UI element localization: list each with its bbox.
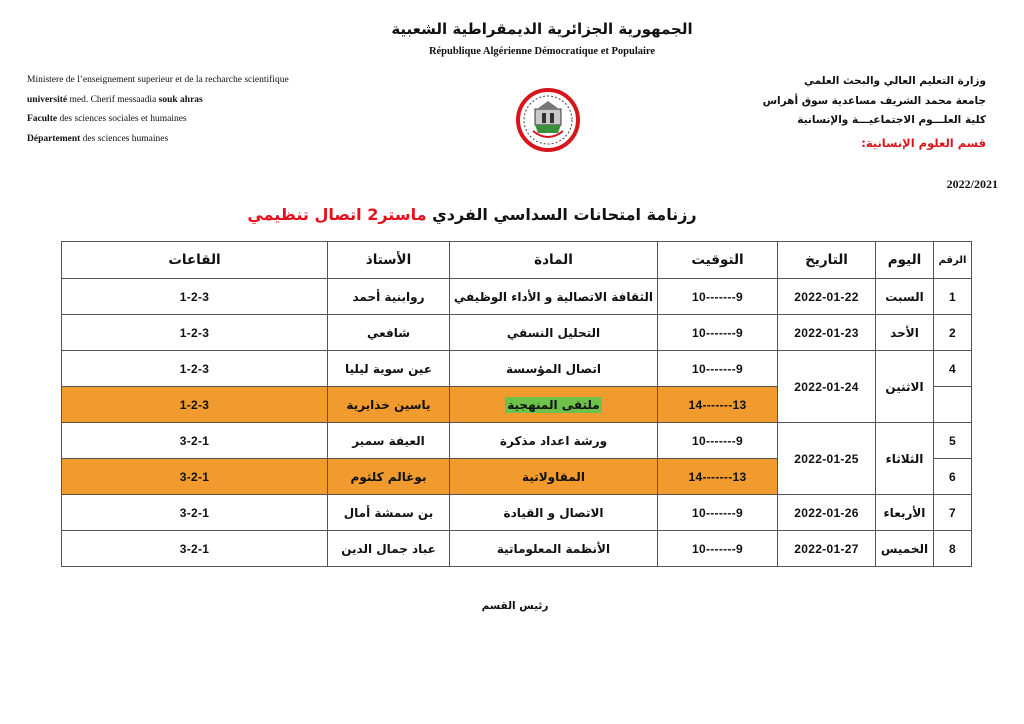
table-row — [62, 351, 972, 387]
row-day: الثلاثاء — [876, 423, 934, 495]
row-date: 2022-01-27 — [778, 531, 876, 567]
row-subject — [450, 387, 658, 423]
row-num: 1 — [934, 279, 972, 315]
row-date: 2022-01-22 — [778, 279, 876, 315]
table-header-row — [62, 242, 972, 279]
row-num: 6 — [934, 459, 972, 495]
row-day: الخميس — [876, 531, 934, 567]
row-date: 2022-01-23 — [778, 315, 876, 351]
row-rooms: 1-2-3 — [62, 351, 328, 387]
row-time: 9-------10 — [658, 351, 778, 387]
header-time: التوقيت — [658, 242, 778, 279]
row-rooms: 3-2-1 — [62, 459, 328, 495]
header-date: التاريخ — [778, 242, 876, 279]
republic-title-arabic: الجمهورية الجزائرية الديمقراطية الشعبية — [391, 20, 693, 38]
institution-block-arabic — [706, 72, 986, 153]
row-professor: العيفة سمير — [328, 423, 450, 459]
header-subject: المادة — [450, 242, 658, 279]
row-subject: التحليل النسقي — [450, 315, 658, 351]
header-professor: الأستاذ — [328, 242, 450, 279]
row-time: 9-------10 — [658, 423, 778, 459]
row-subject: الاتصال و القيادة — [450, 495, 658, 531]
row-num: 7 — [934, 495, 972, 531]
schedule-title — [150, 205, 794, 224]
row-day: الاثنين — [876, 351, 934, 423]
row-professor: بن سمشة أمال — [328, 495, 450, 531]
row-num: 2 — [934, 315, 972, 351]
row-subject: اتصال المؤسسة — [450, 351, 658, 387]
row-num: 5 — [934, 423, 972, 459]
row-rooms: 3-2-1 — [62, 531, 328, 567]
university-line-ar: جامعة محمد الشريف مساعدية سوق أهراس — [762, 94, 986, 107]
row-rooms: 1-2-3 — [62, 315, 328, 351]
university-logo — [515, 87, 581, 153]
row-day: السبت — [876, 279, 934, 315]
university-line: université med. Cherif messaadia souk ahras — [27, 94, 203, 105]
faculty-line: Faculte des sciences sociales et humaines — [27, 114, 187, 124]
row-subject: الأنظمة المعلوماتية — [450, 531, 658, 567]
ministry-line-ar: وزارة التعليم العالي والبحث العلمي — [803, 75, 986, 87]
department-head-signature: رئيس القسم — [481, 600, 549, 612]
department-line-ar: قسم العلوم الإنسانية: — [861, 135, 986, 150]
row-rooms: 1-2-3 — [62, 279, 328, 315]
row-time: 13-------14 — [658, 387, 778, 423]
row-num: 4 — [934, 351, 972, 387]
row-rooms: 3-2-1 — [62, 423, 328, 459]
row-time: 13-------14 — [658, 459, 778, 495]
row-time: 9-------10 — [658, 495, 778, 531]
academic-year: 2022/2021 — [946, 177, 998, 191]
row-professor: عباد جمال الدين — [328, 531, 450, 567]
row-time: 9-------10 — [658, 279, 778, 315]
row-professor: ياسين خذايرية — [328, 387, 450, 423]
row-professor: روابنية أحمد — [328, 279, 450, 315]
subject-highlight: ملتقى المنهجية — [507, 397, 600, 412]
row-subject: الثقافة الاتصالية و الأداء الوظيفي — [450, 279, 658, 315]
row-professor: بوغالم كلثوم — [328, 459, 450, 495]
row-subject: المقاولاتية — [450, 459, 658, 495]
row-time: 9-------10 — [658, 531, 778, 567]
title-program: ماستر2 اتصال تنظيمي — [247, 205, 427, 224]
row-date: 2022-01-25 — [778, 423, 876, 495]
table-row — [62, 495, 972, 531]
faculty-line-ar: كلية العلـــوم الاجتماعيـــة والإنسانية — [797, 114, 986, 126]
row-subject: ورشة اعداد مذكرة — [450, 423, 658, 459]
ministry-line: Ministere de l’enseignement superieur et de la recharche scientifique — [27, 75, 289, 85]
row-num — [934, 387, 972, 423]
header-rooms: القاعات — [62, 242, 328, 279]
table-row — [62, 315, 972, 351]
row-professor: عين سوية ليليا — [328, 351, 450, 387]
title-main: رزنامة امتحانات السداسي الفردي — [432, 205, 697, 224]
row-num: 8 — [934, 531, 972, 567]
row-date: 2022-01-26 — [778, 495, 876, 531]
header-num: الرقم — [934, 242, 972, 279]
department-line: Département des sciences humaines — [27, 133, 169, 144]
row-time: 9-------10 — [658, 315, 778, 351]
row-day: الأحد — [876, 315, 934, 351]
row-day: الأربعاء — [876, 495, 934, 531]
table-row — [62, 279, 972, 315]
institution-block-french — [27, 71, 357, 149]
table-row — [62, 423, 972, 459]
row-date: 2022-01-24 — [778, 351, 876, 423]
row-rooms: 3-2-1 — [62, 495, 328, 531]
table-row — [62, 531, 972, 567]
row-professor: شافعي — [328, 315, 450, 351]
header-day: اليوم — [876, 242, 934, 279]
exam-schedule-table — [61, 241, 972, 567]
republic-title-french: République Algérienne Démocratique et Populaire — [428, 46, 656, 57]
row-rooms: 1-2-3 — [62, 387, 328, 423]
